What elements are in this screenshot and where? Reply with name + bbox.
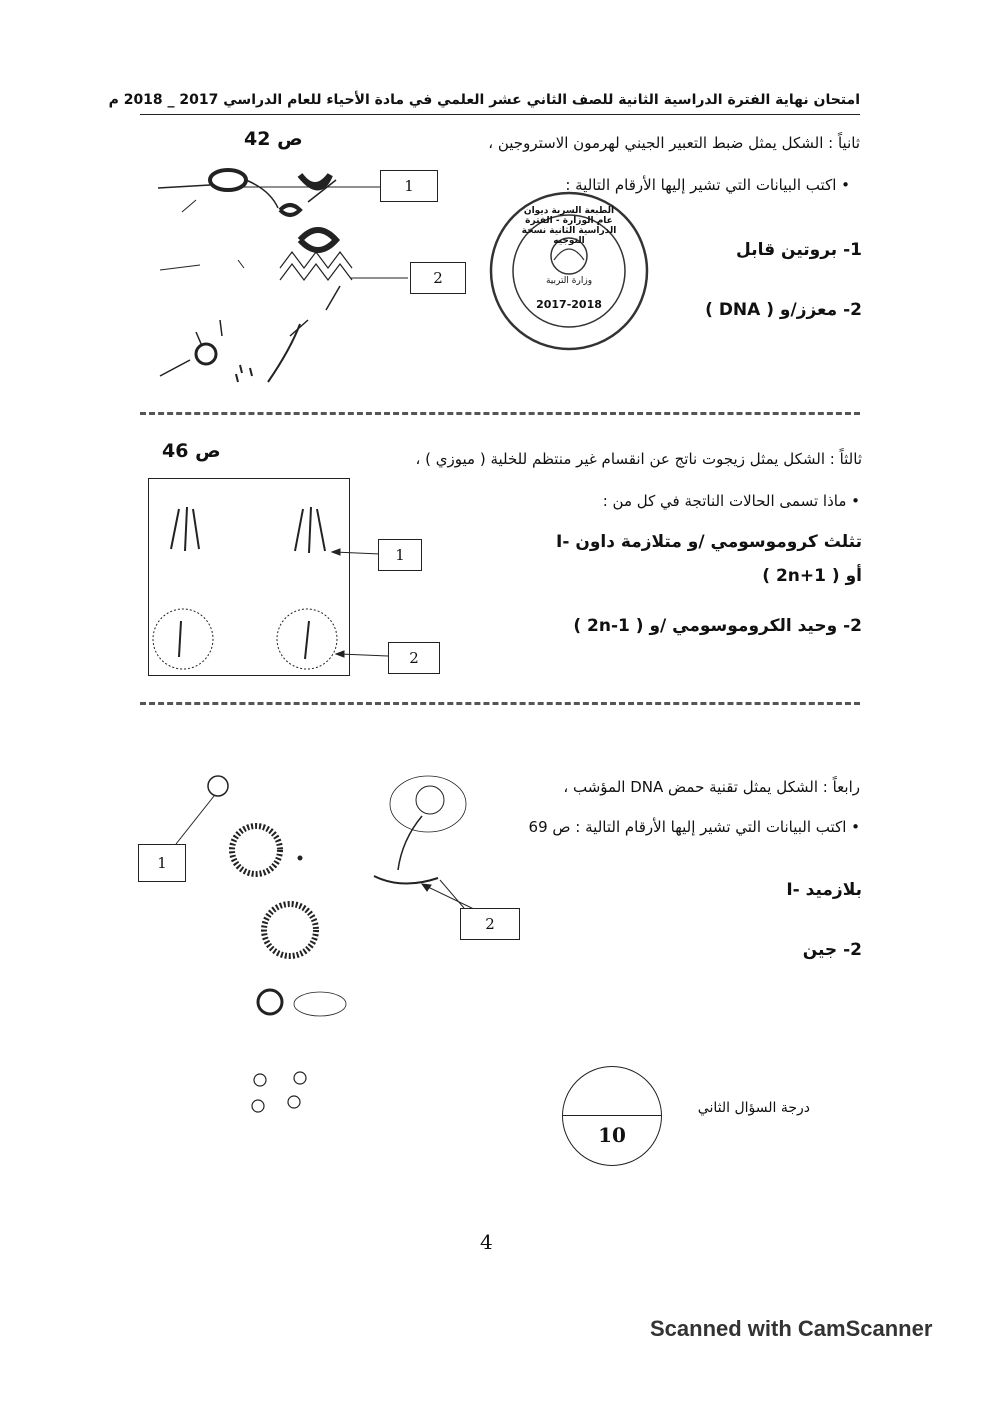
section1-label-1: 1 (380, 170, 438, 202)
section3-answer-1: I- بلازميد (786, 880, 862, 900)
zygote-diagram (148, 478, 350, 676)
exam-header: امتحان نهاية الفترة الدراسية الثانية للصف الثاني عشر العلمي في مادة الأحياء للعام الدراسي 2017 _ 2018 م (108, 92, 860, 108)
section2-label-1: 1 (378, 539, 422, 571)
section-divider-1 (140, 412, 860, 415)
section2-page-ref: ص 46 (162, 440, 221, 462)
section3-instruction: • اكتب البيانات التي تشير إليها الأرقام التالية : ص 69 (528, 818, 860, 836)
section-divider-2 (140, 702, 860, 705)
score-value: 10 (598, 1123, 626, 1147)
ministry-stamp (488, 190, 650, 352)
section3-label-1: 1 (138, 844, 186, 882)
section3-answer-2: 2- جين (802, 940, 862, 960)
stamp-years: 2017-2018 (536, 298, 602, 311)
recombinant-dna-diagram (140, 760, 480, 1120)
section3-label-2: 2 (460, 908, 520, 940)
stamp-outer-text: الطبعة السرية ديوان عام الوزارة - الفترة الدراسية الثانية نسخة التوجيه (521, 206, 617, 246)
section1-answer-1: 1- بروتين قابل (736, 240, 862, 260)
section1-label-2: 2 (410, 262, 466, 294)
score-circle (562, 1066, 662, 1166)
section2-label-2: 2 (388, 642, 440, 674)
section1-title: ثانياً : الشكل يمثل ضبط التعبير الجيني لهرمون الاستروجين ، (488, 134, 860, 152)
section2-answer-1-alt: أو ( 2n+1 ) (762, 566, 862, 586)
section2-title: ثالثاً : الشكل يمثل زيجوت ناتج عن انقسام غير منتظم للخلية ( ميوزي ) ، (415, 450, 862, 468)
stamp-inner-text: وزارة التربية (545, 276, 593, 286)
section2-answer-1: I- تثلث كروموسومي /و متلازمة داون (556, 532, 862, 552)
section1-answer-2: 2- معزز/و ( DNA ) (705, 300, 862, 320)
header-underline (140, 114, 860, 115)
page-number: 4 (480, 1230, 493, 1254)
section2-answer-2: 2- وحيد الكروموسومي /و ( 2n-1 ) (573, 616, 862, 636)
section3-title: رابعاً : الشكل يمثل تقنية حمض DNA المؤشب ، (563, 778, 860, 796)
section1-page-ref: ص 42 (244, 128, 303, 150)
section2-instruction: • ماذا تسمى الحالات الناتجة في كل من : (602, 492, 860, 510)
camscanner-watermark: Scanned with CamScanner (650, 1316, 933, 1341)
score-circle-divider (563, 1115, 661, 1116)
section1-instruction: • اكتب البيانات التي تشير إليها الأرقام التالية : (565, 176, 850, 194)
score-label: درجة السؤال الثاني (697, 1100, 810, 1116)
